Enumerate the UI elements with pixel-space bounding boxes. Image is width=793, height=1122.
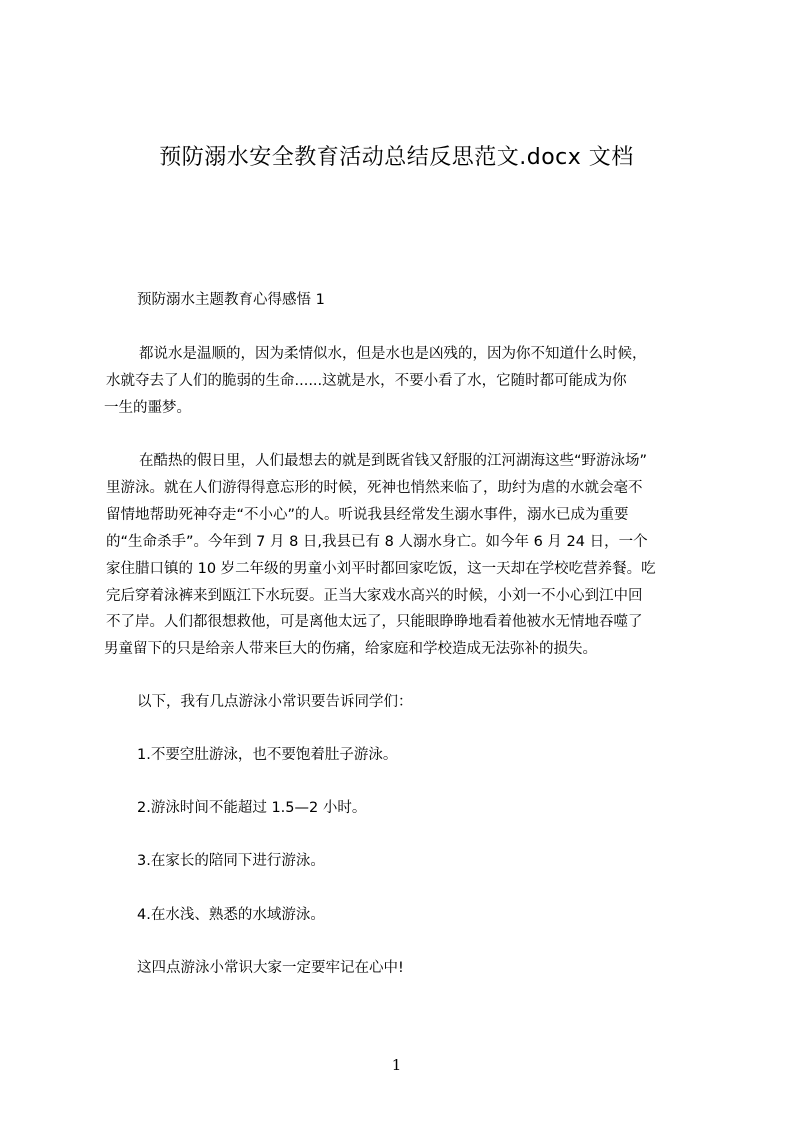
paragraph-2-line-4: 的“生命杀手”。今年到 7 月 8 日,我县已有 8 人溺水身亡。如今年 6 月 24 日，一个: [106, 534, 648, 550]
paragraph-2-line-2: 里游泳。就在人们游得得意忘形的时候，死神也悄然来临了，助纣为虐的水就会毫不: [106, 480, 643, 496]
paragraph-2-line-6: 完后穿着泳裤来到瓯江下水玩耍。正当大家戏水高兴的时候，小刘一不小心到江中回: [106, 588, 643, 604]
paragraph-2-line-1: 在酷热的假日里，人们最想去的就是到既省钱又舒服的江河湖海这些“野游泳场”: [139, 453, 648, 469]
section-heading: 预防溺水主题教育心得感悟 1: [137, 292, 325, 308]
paragraph-2-line-5: 家住腊口镇的 10 岁二年级的男童小刘平时都回家吃饭，这一天却在学校吃营养餐。吃: [106, 561, 656, 577]
paragraph-1-line-3: 一生的噩梦。: [104, 400, 191, 416]
tip-item-4: 4.在水浅、熟悉的水域游泳。: [137, 907, 325, 923]
tip-item-3: 3.在家长的陪同下进行游泳。: [137, 853, 325, 869]
tips-intro: 以下，我有几点游泳小常识要告诉同学们：: [137, 694, 413, 710]
document-title: 预防溺水安全教育活动总结反思范文.docx 文档: [159, 145, 634, 170]
paragraph-1-line-1: 都说水是温顺的，因为柔情似水，但是水也是凶残的，因为你不知道什么时候，: [139, 346, 647, 362]
paragraph-2-line-7: 不了岸。人们都很想救他，可是离他太远了，只能眼睁睁地看着他被水无情地吞噬了: [106, 614, 643, 630]
tip-item-2: 2.游泳时间不能超过 1.5—2 小时。: [137, 800, 367, 816]
closing-statement: 这四点游泳小常识大家一定要牢记在心中!: [137, 960, 404, 976]
page-number: 1: [391, 1056, 402, 1074]
paragraph-2-line-3: 留情地帮助死神夺走“不小心”的人。听说我县经常发生溺水事件，溺水已成为重要: [106, 507, 629, 523]
paragraph-2-line-8: 男童留下的只是给亲人带来巨大的伤痛，给家庭和学校造成无法弥补的损失。: [104, 641, 597, 657]
tip-item-1: 1.不要空肚游泳，也不要饱着肚子游泳。: [137, 747, 398, 763]
paragraph-1-line-2: 水就夺去了人们的脆弱的生命......这就是水，不要小看了水，它随时都可能成为你: [106, 373, 627, 389]
